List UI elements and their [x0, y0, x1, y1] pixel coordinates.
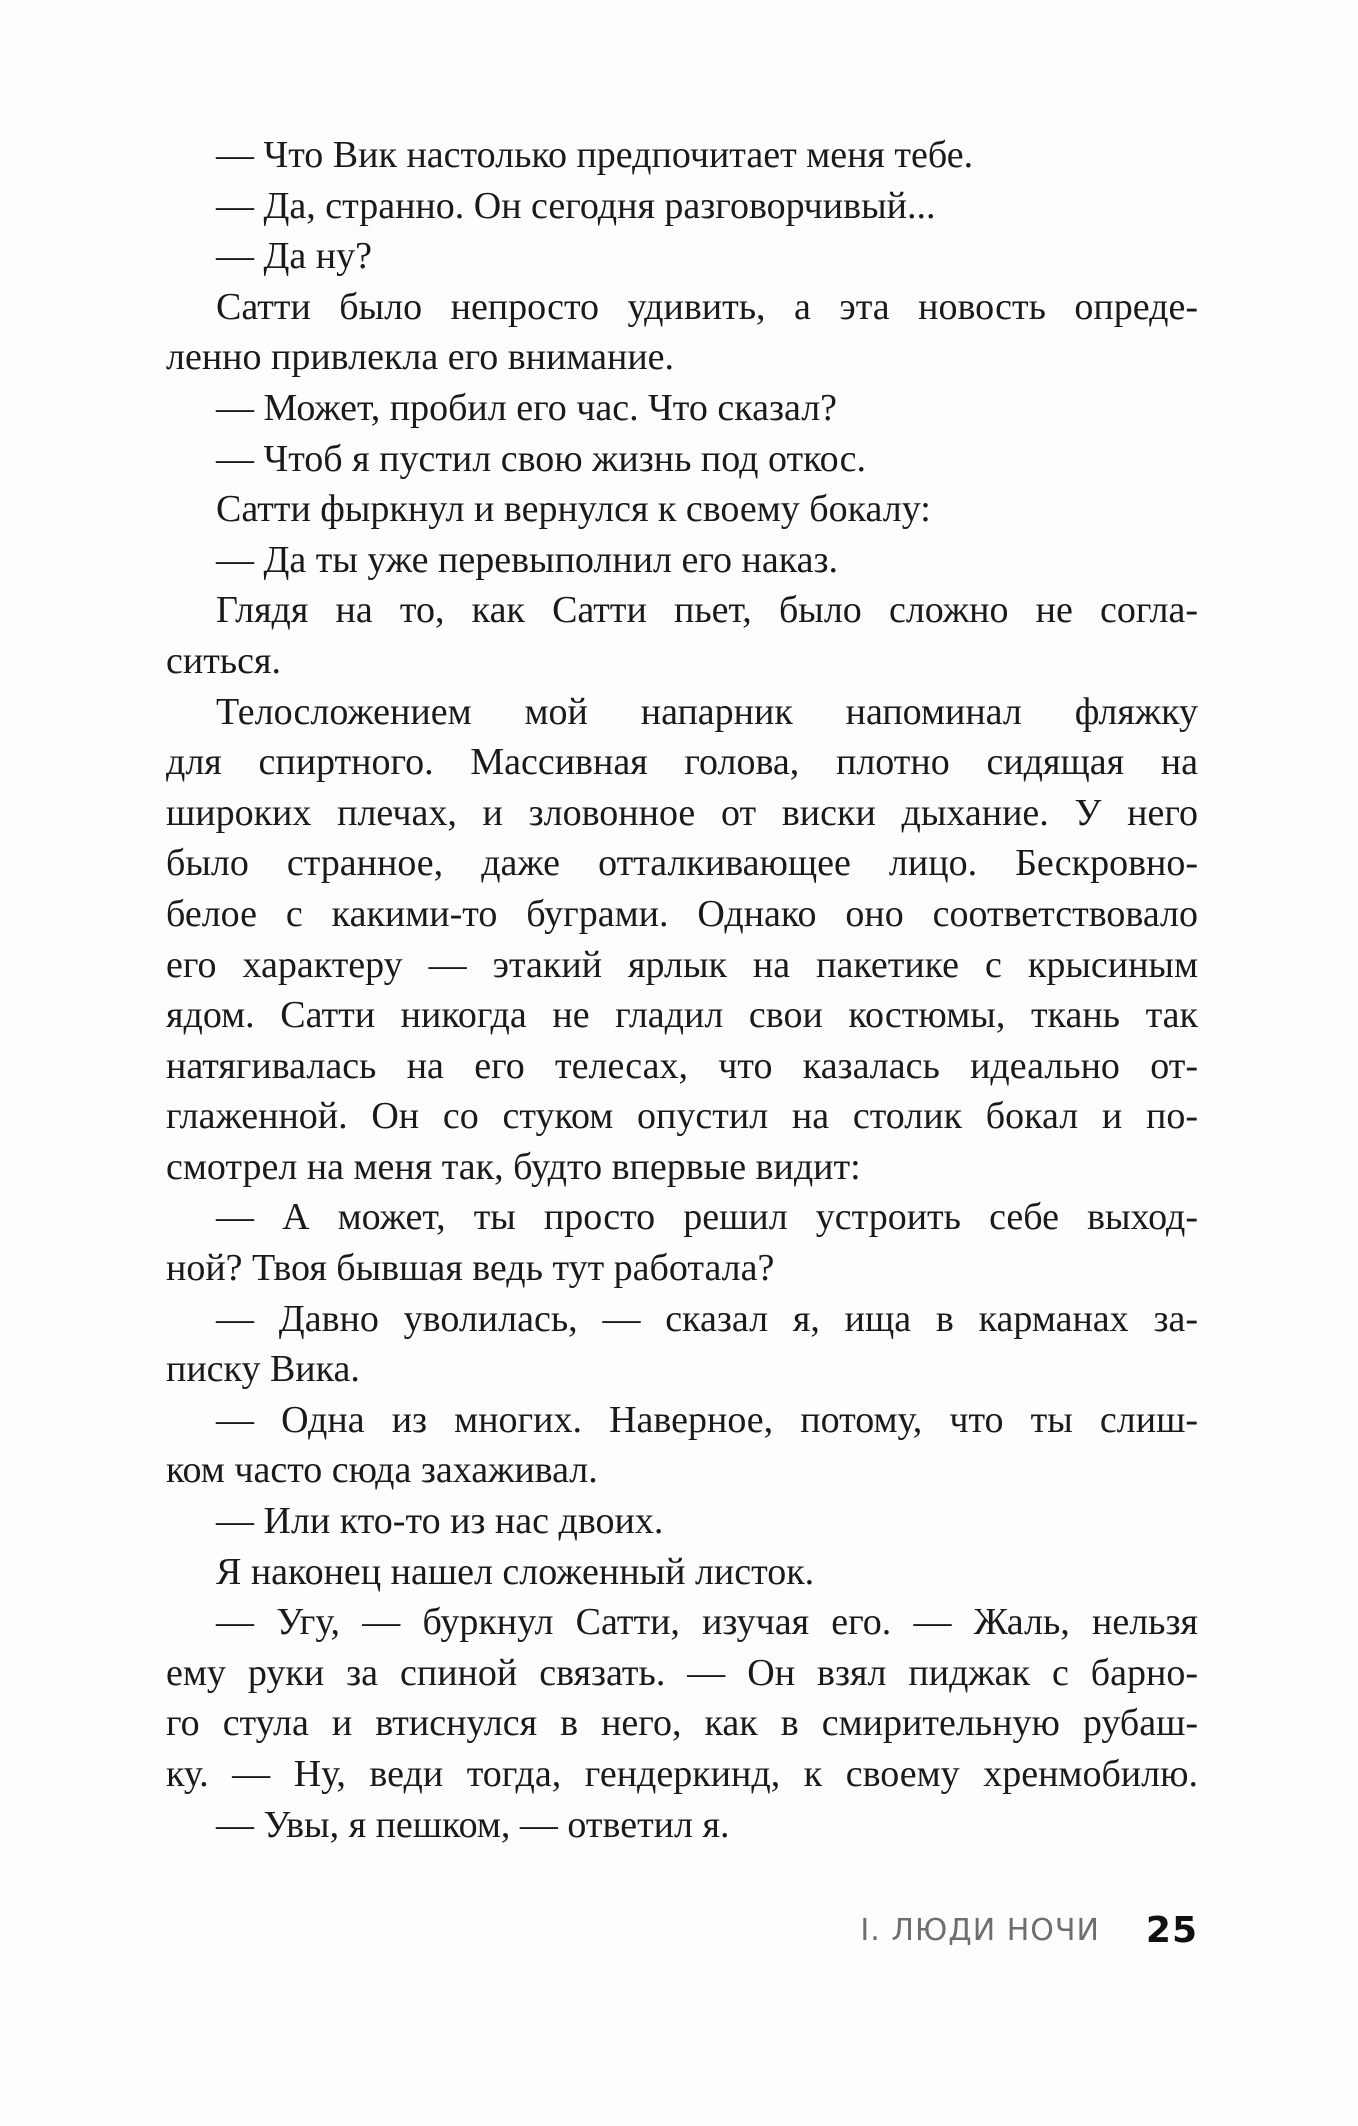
text-line: ку. — Ну, веди тогда, гендеркинд, к своему хренмобилю. — [166, 1753, 1198, 1795]
text-line: — Да ты уже перевыполнил его наказ. — [216, 538, 838, 581]
text-line: — А может, ты просто решил устроить себе выход- — [216, 1196, 1198, 1239]
text-line: Сатти фыркнул и вернулся к своему бокалу: — [216, 488, 931, 531]
text-line: смотрел на меня так, будто впервые видит: — [166, 1145, 861, 1188]
text-line: писку Вика. — [166, 1348, 360, 1391]
page-number: 25 — [1145, 1909, 1198, 1951]
text-line: широких плечах, и зловонное от виски дыхание. У него — [166, 791, 1198, 834]
text-line: ситься. — [166, 639, 281, 682]
running-head: I. ЛЮДИ НОЧИ — [860, 1912, 1100, 1948]
text-line: — Угу, — буркнул Сатти, изучая его. — Жаль, нельзя — [216, 1601, 1198, 1644]
page-footer — [166, 1900, 1198, 1960]
text-line: — Может, пробил его час. Что сказал? — [216, 386, 838, 429]
body-text — [166, 130, 1198, 1850]
text-line: было странное, даже отталкивающее лицо. Бескровно- — [166, 842, 1198, 885]
text-line: белое с какими-то буграми. Однако оно соответствовало — [166, 892, 1198, 935]
text-line: го стула и втиснулся в него, как в смирительную рубаш- — [166, 1702, 1198, 1745]
text-line: Глядя на то, как Сатти пьет, было сложно не согла- — [216, 589, 1198, 632]
text-line: для спиртного. Массивная голова, плотно сидящая на — [166, 741, 1198, 784]
text-line: — Или кто-то из нас двоих. — [216, 1500, 664, 1543]
text-line: ком часто сюда захаживал. — [166, 1449, 598, 1492]
text-line: — Да, странно. Он сегодня разговорчивый... — [216, 184, 936, 227]
text-line: ему руки за спиной связать. — Он взял пиджак с барно- — [166, 1651, 1198, 1694]
text-line: — Да ну? — [216, 235, 372, 278]
text-line: — Давно уволилась, — сказал я, ища в карманах за- — [216, 1297, 1198, 1340]
text-line: ядом. Сатти никогда не гладил свои костюмы, ткань так — [166, 994, 1198, 1037]
text-line: глаженной. Он со стуком опустил на столик бокал и по- — [166, 1095, 1198, 1138]
text-line: ленно привлекла его внимание. — [166, 336, 675, 379]
text-line: — Что Вик настолько предпочитает меня тебе. — [216, 134, 974, 176]
text-line: Сатти было непросто удивить, а эта новость опреде- — [216, 285, 1198, 328]
text-line: — Увы, я пешком, — ответил я. — [216, 1803, 730, 1846]
text-line: ной? Твоя бывшая ведь тут работала? — [166, 1247, 775, 1290]
text-line: натягивалась на его телесах, что казалась идеально от- — [166, 1044, 1198, 1087]
text-line: — Чтоб я пустил свою жизнь под откос. — [216, 437, 866, 480]
text-line: Телосложением мой напарник напоминал фляжку — [216, 690, 1198, 733]
text-line: его характеру — этакий ярлык на пакетике с крысиным — [166, 943, 1198, 986]
text-line: — Одна из многих. Наверное, потому, что ты слиш- — [216, 1398, 1198, 1441]
text-line: Я наконец нашел сложенный листок. — [216, 1550, 815, 1593]
